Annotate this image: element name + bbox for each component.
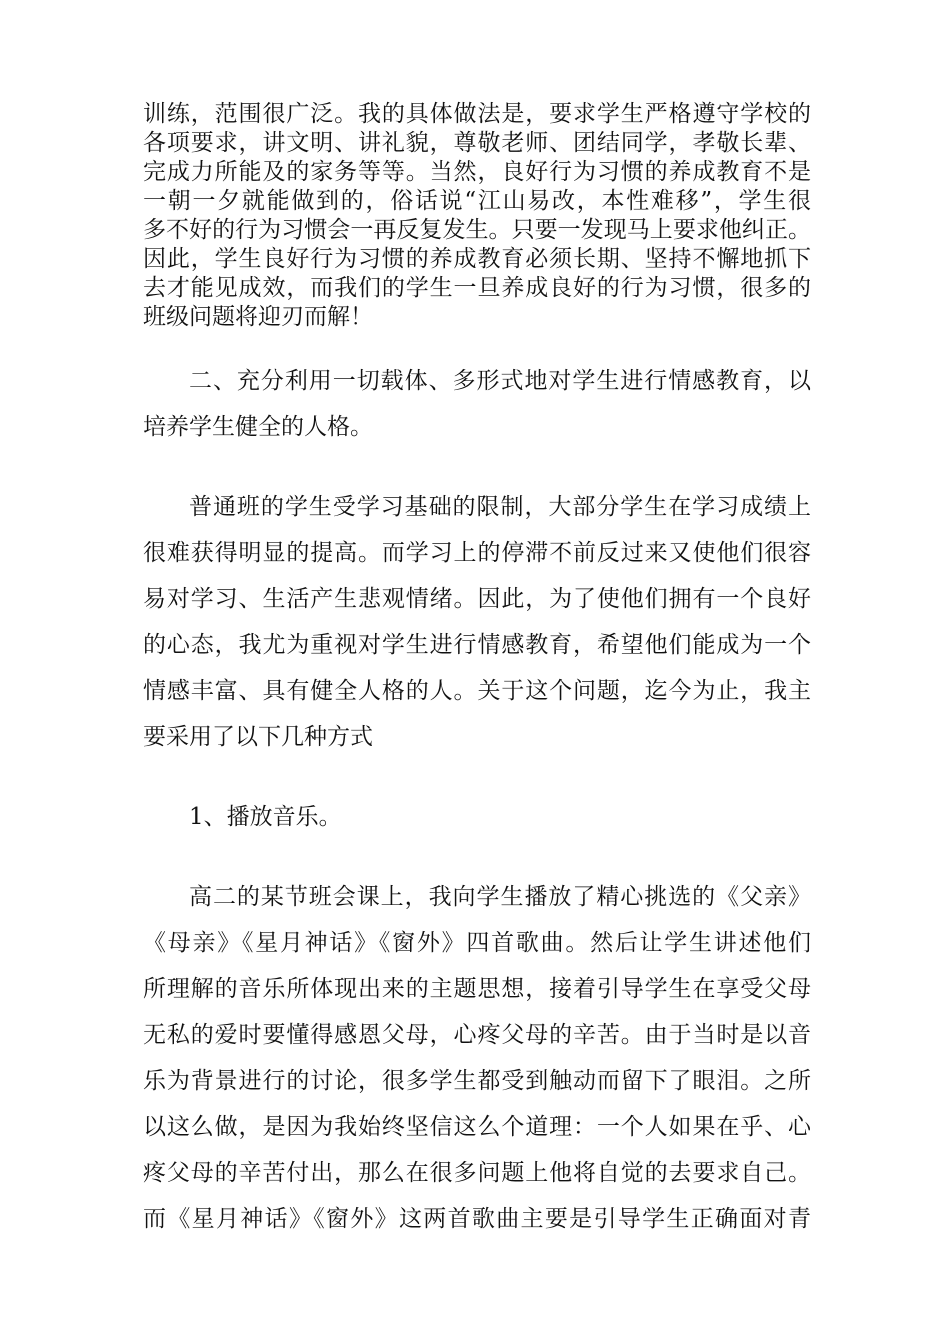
text-line: 多不好的行为习惯会一再反复发生。只要一发现马上要求他纠正。 bbox=[143, 217, 811, 243]
text-line: 班级问题将迎刃而解！ bbox=[143, 304, 373, 330]
text-line: 很难获得明显的提高。而学习上的停滞不前反过来又使他们很容 bbox=[143, 540, 811, 566]
paragraph-class-meeting bbox=[143, 874, 811, 1242]
section-heading-emotional-education bbox=[143, 358, 811, 450]
text-line: 1、播放音乐。 bbox=[189, 804, 342, 830]
text-line: 普通班的学生受学习基础的限制，大部分学生在学习成绩上 bbox=[189, 494, 811, 520]
paragraph-ordinary-class bbox=[143, 484, 811, 760]
text-line: 而《星月神话》《窗外》这两首歌曲主要是引导学生正确面对青 bbox=[143, 1206, 811, 1232]
text-line: 乐为背景进行的讨论，很多学生都受到触动而留下了眼泪。之所 bbox=[143, 1068, 811, 1094]
text-line: 要采用了以下几种方式 bbox=[143, 724, 373, 750]
text-line: 各项要求，讲文明、讲礼貌，尊敬老师、团结同学，孝敬长辈、 bbox=[143, 130, 811, 156]
subheading-play-music bbox=[143, 794, 811, 840]
text-line: 因此，学生良好行为习惯的养成教育必须长期、坚持不懈地抓下 bbox=[143, 246, 811, 272]
text-line: 《母亲》《星月神话》《窗外》四首歌曲。然后让学生讲述他们 bbox=[143, 930, 811, 956]
text-line: 易对学习、生活产生悲观情绪。因此，为了使他们拥有一个良好 bbox=[143, 586, 811, 612]
text-line: 二、充分利用一切载体、多形式地对学生进行情感教育，以 bbox=[189, 368, 811, 394]
text-line: 以这么做，是因为我始终坚信这么个道理：一个人如果在乎、心 bbox=[143, 1114, 811, 1140]
text-line: 去才能见成效，而我们的学生一旦养成良好的行为习惯，很多的 bbox=[143, 275, 811, 301]
text-line: 一朝一夕就能做到的，俗话说“江山易改，本性难移”，学生很 bbox=[143, 188, 811, 214]
document-page bbox=[143, 100, 811, 1242]
text-line: 疼父母的辛苦付出，那么在很多问题上他将自觉的去要求自己。 bbox=[143, 1160, 811, 1186]
text-line: 高二的某节班会课上，我向学生播放了精心挑选的《父亲》 bbox=[189, 884, 811, 910]
text-line: 完成力所能及的家务等等。当然，良好行为习惯的养成教育不是 bbox=[143, 159, 811, 185]
text-line: 所理解的音乐所体现出来的主题思想，接着引导学生在享受父母 bbox=[143, 976, 811, 1002]
text-line: 的心态，我尤为重视对学生进行情感教育，希望他们能成为一个 bbox=[143, 632, 811, 658]
text-line: 无私的爱时要懂得感恩父母，心疼父母的辛苦。由于当时是以音 bbox=[143, 1022, 811, 1048]
text-line: 情感丰富、具有健全人格的人。关于这个问题，迄今为止，我主 bbox=[143, 678, 811, 704]
text-line: 训练，范围很广泛。我的具体做法是，要求学生严格遵守学校的 bbox=[143, 101, 811, 127]
paragraph-habit-training bbox=[143, 100, 811, 332]
text-line: 培养学生健全的人格。 bbox=[143, 414, 373, 440]
